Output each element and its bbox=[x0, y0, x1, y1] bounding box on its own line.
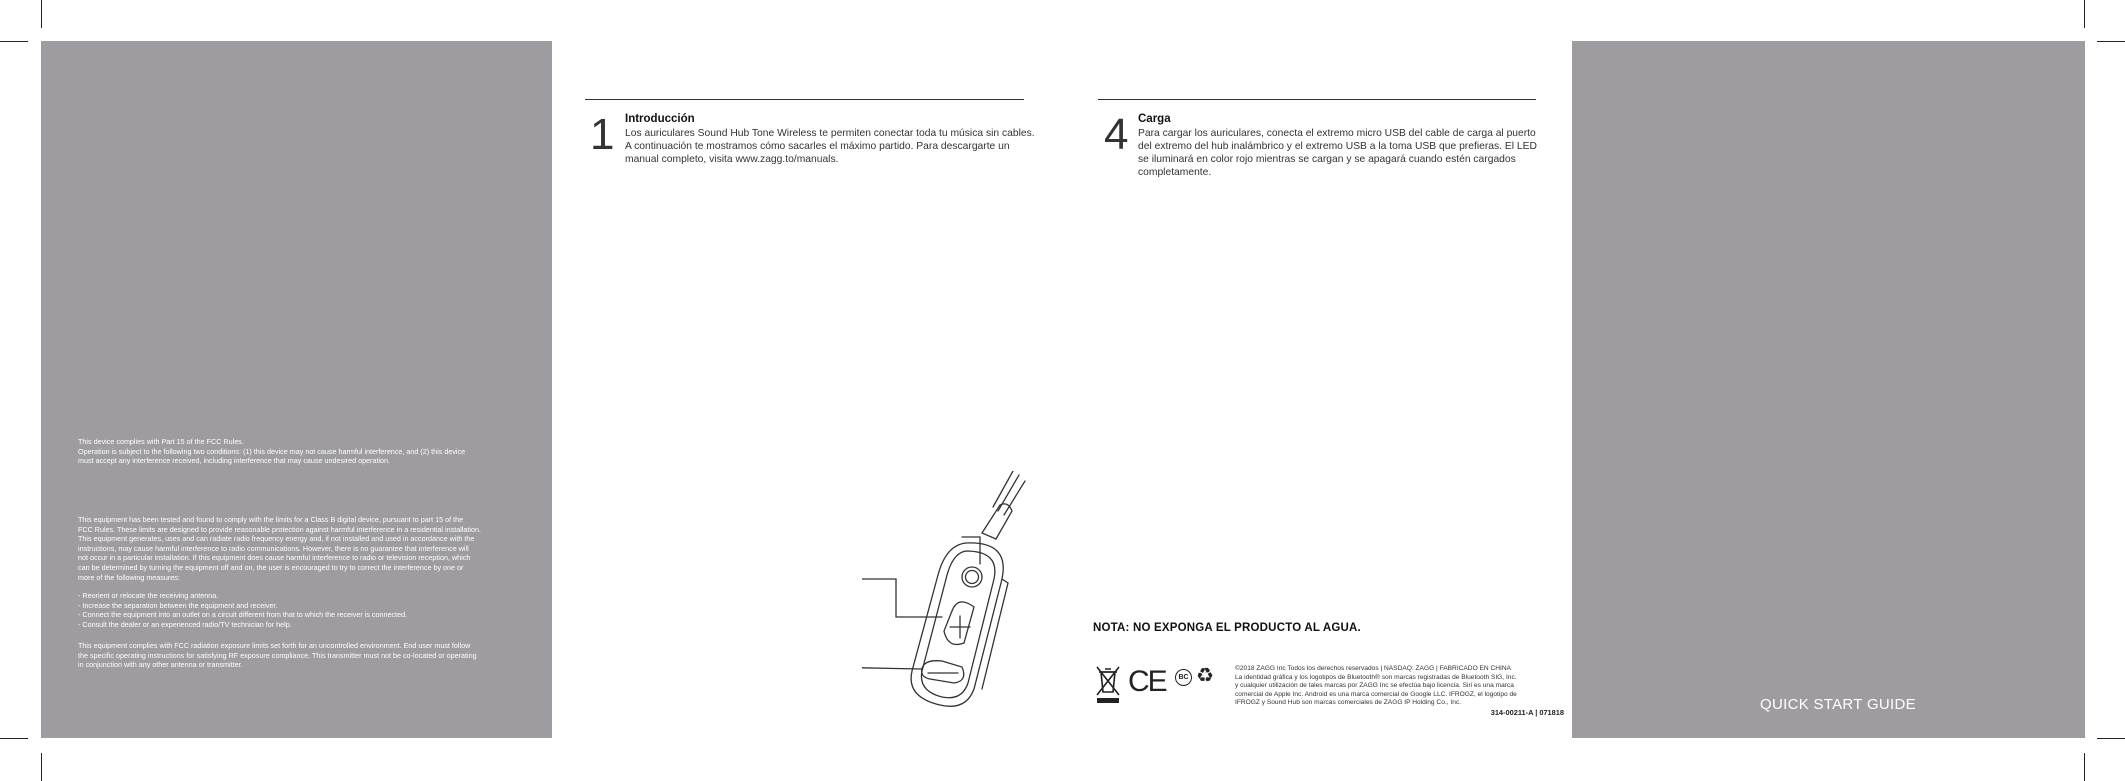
list-item: - Consult the dealer or an experienced radio/TV technician for help. bbox=[78, 619, 292, 629]
body-line: se iluminará en color rojo mientras se cargan y se apagará cuando estén cargados bbox=[1138, 154, 1516, 165]
bc-mark: BC bbox=[1175, 669, 1192, 686]
part-number: 314-00211-A | 071818 bbox=[1490, 708, 1564, 717]
water-warning-note: NOTA: NO EXPONGA EL PRODUCTO AL AGUA. bbox=[1093, 622, 1361, 634]
crop-mark bbox=[2097, 41, 2125, 42]
crop-mark bbox=[0, 41, 28, 42]
fcc-line: can be determined by turning the equipment off and on, the user is encouraged to try to correct the interference by one or bbox=[78, 562, 464, 572]
fcc-compliance-statement bbox=[78, 437, 563, 466]
fcc-line: FCC Rules. These limits are designed to provide reasonable protection against harmful interference in a residential installation. bbox=[78, 524, 481, 534]
list-item: - Connect the equipment into an outlet on a circuit different from that to which the receiver is connected. bbox=[78, 610, 408, 620]
remote-control-device-illustration bbox=[862, 471, 1032, 721]
fcc-line: This device complies with Part 15 of the FCC Rules. bbox=[78, 437, 244, 446]
fcc-measures-list bbox=[78, 591, 563, 629]
body-line: completamente. bbox=[1138, 167, 1212, 178]
body-line: Los auriculares Sound Hub Tone Wireless te permiten conectar toda tu música sin cables. bbox=[625, 128, 1035, 139]
crop-mark bbox=[2084, 753, 2085, 781]
fcc-class-b-statement bbox=[78, 515, 563, 630]
crop-mark bbox=[2097, 738, 2125, 739]
body-line: manual completo, visita www.zagg.to/manuals. bbox=[625, 154, 839, 165]
section-rule bbox=[585, 99, 1024, 100]
step-title: Introducción bbox=[625, 113, 695, 125]
fcc-line: more of the following measures: bbox=[78, 572, 180, 582]
quick-start-guide-label: QUICK START GUIDE bbox=[1760, 696, 1916, 713]
section-rule bbox=[1098, 99, 1536, 100]
body-line: Para cargar los auriculares, conecta el extremo micro USB del cable de carga al puerto bbox=[1138, 128, 1536, 139]
step-body bbox=[625, 127, 1035, 166]
legal-line: IFROGZ y Sound Hub son marcas comerciales de ZAGG IP Holding Co., Inc. bbox=[1235, 699, 1461, 706]
crop-mark bbox=[0, 738, 28, 739]
back-cover-panel bbox=[1572, 41, 2085, 738]
fcc-line: This equipment generates, uses and can radiate radio frequency energy and, if not installed and used in accordance with the bbox=[78, 534, 475, 544]
body-line: A continuación te mostramos cómo sacarles el máximo partido. Para descargarte un bbox=[625, 141, 1010, 152]
fcc-line: must accept any interference received, including interference that may cause undesired operation. bbox=[78, 456, 391, 466]
fcc-line: in conjunction with any other antenna or transmitter. bbox=[78, 660, 243, 670]
ce-mark: CE bbox=[1128, 665, 1166, 698]
fcc-line: Operation is subject to the following two conditions: (1) this device may not cause harmful interference, and (2) this device bbox=[78, 446, 466, 456]
legal-line: y cualquier utilización de tales marcas por ZAGG Inc se efectúa bajo licencia. Siri es una marca bbox=[1235, 682, 1514, 689]
legal-line: ©2018 ZAGG Inc Todos los derechos reservados | NASDAQ: ZAGG | FABRICADO EN CHINA bbox=[1235, 665, 1512, 672]
crop-mark bbox=[41, 0, 42, 28]
step-body bbox=[1138, 127, 1537, 179]
step-number: 1 bbox=[590, 110, 615, 159]
fcc-rf-exposure-statement bbox=[78, 641, 563, 670]
recycle-icon: ♻ bbox=[1196, 665, 1214, 687]
legal-line: La identidad gráfica y los logotipos de Bluetooth® son marcas registradas de Bluetooth SIG, Inc. bbox=[1235, 673, 1517, 681]
fcc-line: not occur in a particular installation. If this equipment does cause harmful interference to radio or television reception, which bbox=[78, 553, 471, 563]
crossed-out-bin-icon bbox=[1094, 664, 1122, 704]
crop-mark bbox=[41, 753, 42, 781]
fcc-line: This equipment complies with FCC radiation exposure limits set forth for an uncontrolled environment. End user must follow bbox=[78, 641, 471, 650]
body-line: del extremo del hub inalámbrico y el extremo USB a la toma USB que prefieras. El LED bbox=[1138, 141, 1537, 152]
intro-panel bbox=[552, 41, 1062, 738]
step-number: 4 bbox=[1104, 110, 1129, 159]
step-title: Carga bbox=[1138, 113, 1171, 125]
legal-line: comercial de Apple Inc. Android es una marca comercial de Google LLC. IFROGZ, el logotipo de bbox=[1235, 690, 1517, 698]
fcc-panel bbox=[41, 41, 552, 738]
crop-mark bbox=[2084, 0, 2085, 28]
fcc-line: instructions, may cause harmful interference to radio communications. However, there is no guarantee that interference will bbox=[78, 543, 469, 553]
charging-panel bbox=[1062, 41, 1572, 738]
list-item: - Reorient or relocate the receiving antenna. bbox=[78, 591, 219, 601]
fcc-line: This equipment has been tested and found to comply with the limits for a Class B digital device, pursuant to part 15 of the bbox=[78, 515, 464, 524]
legal-notice bbox=[1235, 665, 1517, 708]
fcc-line: the specific operating instructions for satisfying RF exposure compliance. This transmitter must not be co-located or operating bbox=[78, 650, 477, 660]
list-item: - Increase the separation between the equipment and receiver. bbox=[78, 600, 278, 610]
